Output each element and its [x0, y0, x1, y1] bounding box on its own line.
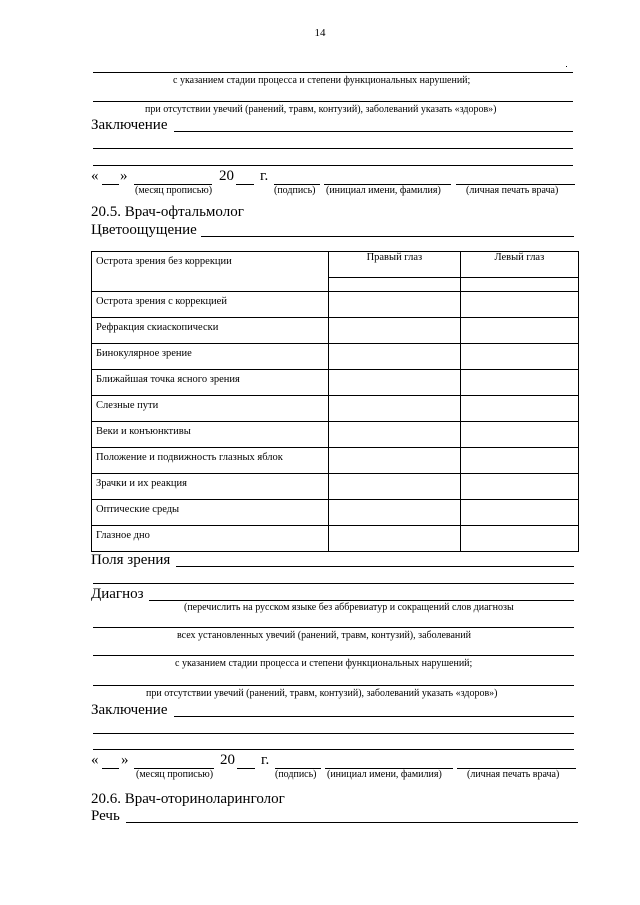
right-eye-cell[interactable]: [329, 448, 461, 474]
left-eye-cell[interactable]: [460, 318, 578, 344]
sign-label: (подпись): [275, 769, 317, 780]
date-quote-close: »: [121, 752, 129, 768]
right-eye-cell[interactable]: [329, 370, 461, 396]
table-row-label: Острота зрения с коррекцией: [92, 292, 329, 318]
table-row-label: Бинокулярное зрение: [92, 344, 329, 370]
speck: [566, 66, 567, 67]
right-eye-cell[interactable]: [329, 292, 461, 318]
left-eye-cell[interactable]: [460, 292, 578, 318]
col-left-eye: Левый глаз: [460, 252, 578, 278]
conclusion-line[interactable]: [93, 733, 574, 734]
diagnosis-line[interactable]: [93, 655, 574, 656]
month-label: (месяц прописью): [135, 185, 213, 196]
diagnosis-line[interactable]: [93, 627, 574, 628]
speech-line[interactable]: [126, 822, 578, 823]
speech-label: Речь: [91, 808, 120, 824]
diagnosis-label: Диагноз: [91, 586, 144, 602]
left-eye-cell[interactable]: [460, 396, 578, 422]
right-eye-cell[interactable]: [329, 474, 461, 500]
diagnosis-line[interactable]: [93, 101, 573, 102]
day-field[interactable]: [102, 768, 119, 769]
right-eye-cell[interactable]: [329, 278, 461, 292]
conclusion-label: Заключение: [91, 117, 168, 133]
initials-label: (инициал имени, фамилия): [327, 769, 442, 780]
right-eye-cell[interactable]: [329, 344, 461, 370]
table-row: [92, 500, 579, 526]
col-right-eye: Правый глаз: [329, 252, 461, 278]
year-prefix: 20: [220, 752, 235, 768]
conclusion-label: Заключение: [91, 702, 168, 718]
diagnosis-hint: при отсутствии увечий (ранений, травм, контузий), заболеваний указать «здоров»): [146, 688, 498, 699]
table-row-label: Положение и подвижность глазных яблок: [92, 448, 329, 474]
stage-hint: с указанием стадии процесса и степени функциональных нарушений;: [173, 75, 471, 86]
section-heading-otolaryngologist: 20.6. Врач-оториноларинголог: [91, 791, 285, 807]
visual-fields-label: Поля зрения: [91, 552, 171, 568]
table-row-label: Ближайшая точка ясного зрения: [92, 370, 329, 396]
eye-exam-table: [91, 251, 579, 552]
color-perception-line[interactable]: [201, 236, 574, 237]
initials-label: (инициал имени, фамилия): [326, 185, 441, 196]
table-row: [92, 252, 579, 278]
table-row: [92, 370, 579, 396]
year-field[interactable]: [236, 184, 254, 185]
table-row: [92, 396, 579, 422]
date-quote-open: «: [91, 752, 99, 768]
section-heading-ophthalmologist: 20.5. Врач-офтальмолог: [91, 204, 244, 220]
right-eye-cell[interactable]: [329, 422, 461, 448]
right-eye-cell[interactable]: [329, 500, 461, 526]
day-field[interactable]: [102, 184, 119, 185]
conclusion-line[interactable]: [93, 749, 574, 750]
left-eye-cell[interactable]: [460, 448, 578, 474]
table-row: [92, 318, 579, 344]
table-row-label: Зрачки и их реакция: [92, 474, 329, 500]
diagnosis-line[interactable]: [93, 72, 573, 73]
diagnosis-hint: всех установленных увечий (ранений, травм, контузий), заболеваний: [177, 630, 471, 641]
sign-label: (подпись): [274, 185, 316, 196]
page-number: 14: [314, 27, 326, 39]
right-eye-cell[interactable]: [329, 396, 461, 422]
right-eye-cell[interactable]: [329, 318, 461, 344]
table-row-label: Оптические среды: [92, 500, 329, 526]
stamp-label: (личная печать врача): [467, 769, 560, 780]
stamp-label: (личная печать врача): [466, 185, 559, 196]
diagnosis-hint: с указанием стадии процесса и степени функциональных нарушений;: [175, 658, 473, 669]
left-eye-cell[interactable]: [460, 474, 578, 500]
left-eye-cell[interactable]: [460, 370, 578, 396]
healthy-hint: при отсутствии увечий (ранений, травм, контузий), заболеваний указать «здоров»): [145, 104, 497, 115]
year-prefix: 20: [219, 168, 234, 184]
right-eye-cell[interactable]: [329, 526, 461, 552]
left-eye-cell[interactable]: [460, 344, 578, 370]
conclusion-line[interactable]: [174, 131, 573, 132]
year-field[interactable]: [237, 768, 255, 769]
date-quote-open: «: [91, 168, 99, 184]
visual-fields-line[interactable]: [93, 583, 574, 584]
table-row: [92, 526, 579, 552]
table-row: [92, 448, 579, 474]
left-eye-cell[interactable]: [460, 278, 578, 292]
diagnosis-hint: (перечислить на русском языке без аббревиатур и сокращений слов диагнозы: [184, 602, 514, 613]
left-eye-cell[interactable]: [460, 526, 578, 552]
table-row: [92, 422, 579, 448]
conclusion-line[interactable]: [93, 148, 573, 149]
table-row-label: Рефракция скиаскопически: [92, 318, 329, 344]
visual-fields-line[interactable]: [176, 566, 574, 567]
diagnosis-line[interactable]: [93, 685, 574, 686]
table-row-label: Слезные пути: [92, 396, 329, 422]
date-quote-close: »: [120, 168, 128, 184]
conclusion-line[interactable]: [93, 165, 573, 166]
month-label: (месяц прописью): [136, 769, 214, 780]
year-suffix: г.: [261, 752, 270, 768]
diagnosis-line[interactable]: [149, 600, 574, 601]
left-eye-cell[interactable]: [460, 422, 578, 448]
left-eye-cell[interactable]: [460, 500, 578, 526]
table-row: [92, 344, 579, 370]
color-perception-label: Цветоощущение: [91, 222, 197, 238]
conclusion-line[interactable]: [174, 716, 574, 717]
table-row: [92, 474, 579, 500]
table-row: [92, 292, 579, 318]
table-row-label: Веки и конъюнктивы: [92, 422, 329, 448]
table-row-label: Острота зрения без коррекции: [92, 252, 329, 292]
year-suffix: г.: [260, 168, 269, 184]
table-row-label: Глазное дно: [92, 526, 329, 552]
